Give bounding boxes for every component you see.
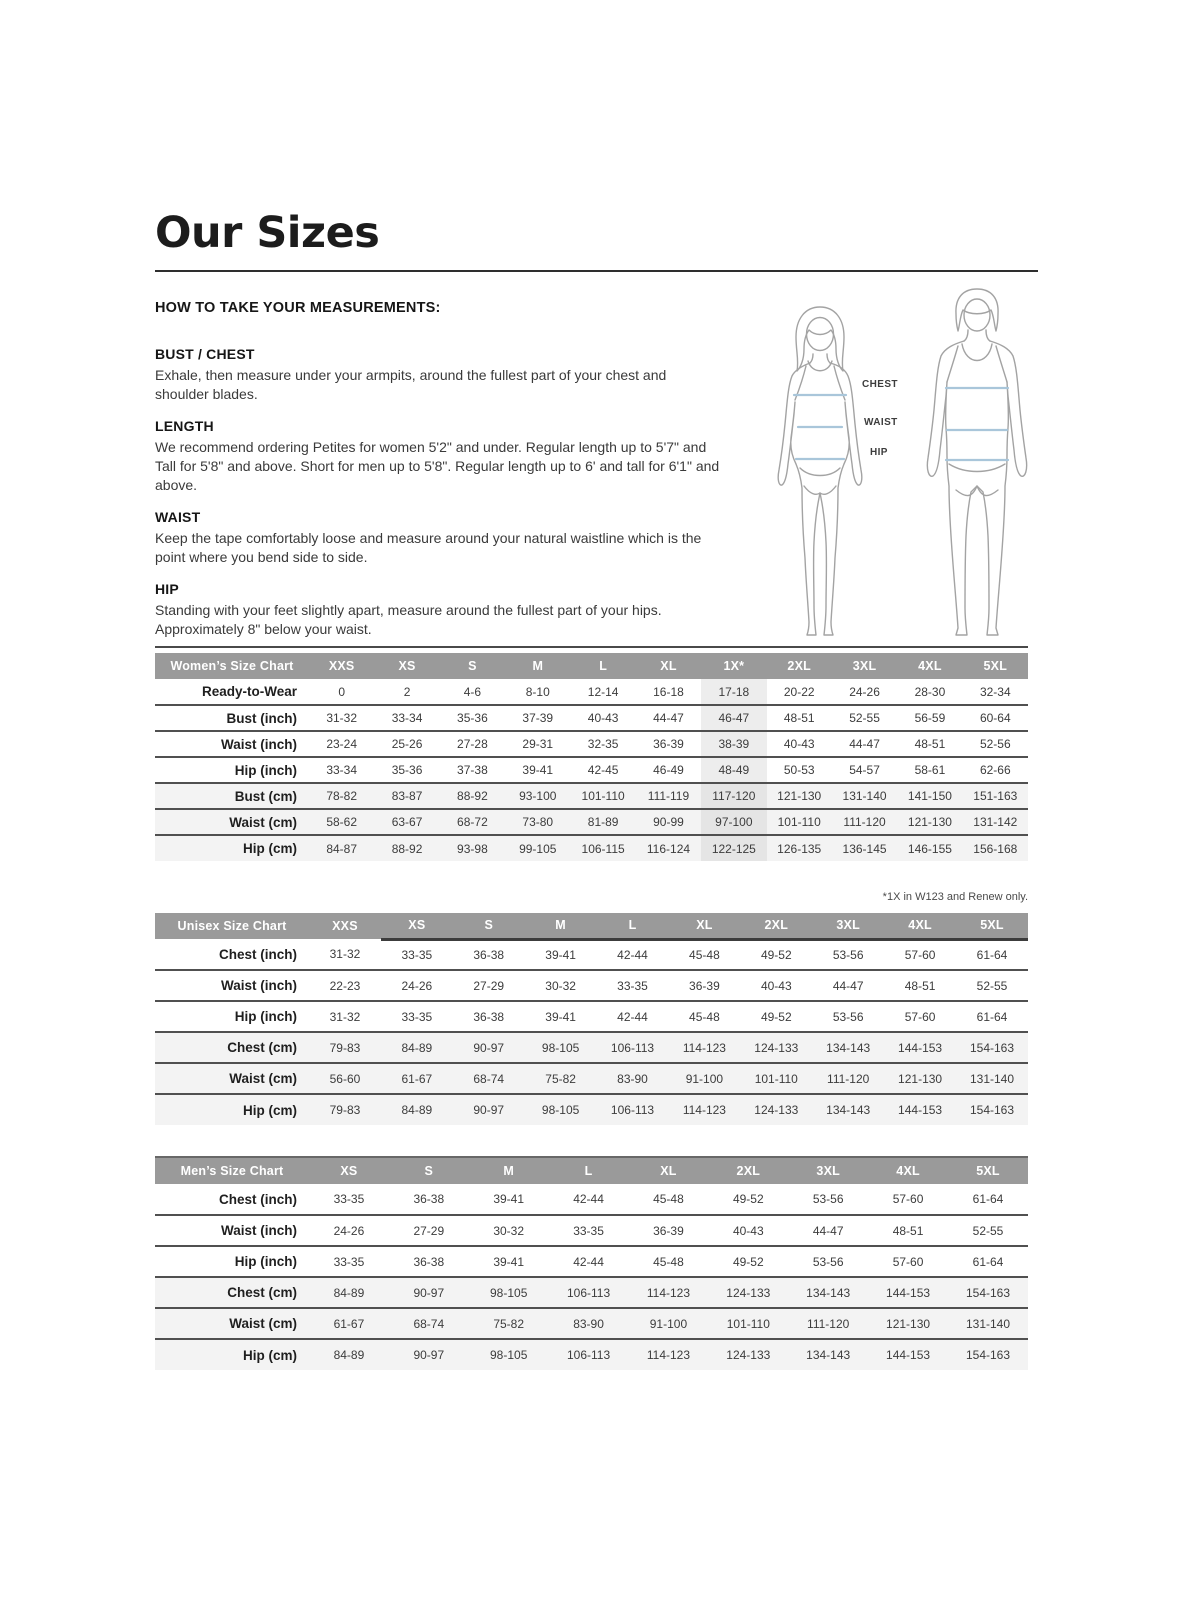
table-row <box>155 705 1028 731</box>
size-cell: 0 <box>338 684 346 699</box>
size-cell: 48-51 <box>904 978 936 993</box>
size-cell: 48-51 <box>914 737 946 751</box>
size-cell: 33-35 <box>333 1254 365 1269</box>
size-cell: 124-133 <box>754 1040 799 1055</box>
size-cell: 32-34 <box>979 684 1011 699</box>
size-cell: 144-153 <box>886 1285 931 1300</box>
size-column-header: S <box>453 913 525 939</box>
size-cell: 27-29 <box>413 1223 445 1238</box>
size-cell: 144-153 <box>898 1040 943 1055</box>
men-size-table <box>155 1158 1028 1370</box>
size-column-header: XS <box>309 1158 389 1184</box>
size-cell: 124-133 <box>726 1285 771 1300</box>
size-cell: 57-60 <box>904 1009 936 1024</box>
size-cell: 35-36 <box>457 711 488 725</box>
size-cell: 33-35 <box>573 1223 604 1238</box>
size-cell: 46-49 <box>653 763 684 777</box>
size-cell: 27-29 <box>473 978 505 993</box>
size-cell: 101-110 <box>777 815 821 829</box>
row-label: Waist (inch) <box>221 978 297 993</box>
size-cell: 49-52 <box>760 947 792 962</box>
size-cell: 91-100 <box>685 1071 724 1086</box>
row-label: Waist (inch) <box>221 736 297 752</box>
table-row <box>155 939 1028 970</box>
size-column-header: 2XL <box>708 1158 788 1184</box>
size-column-header: XL <box>668 913 740 939</box>
size-cell: 90-97 <box>413 1348 445 1362</box>
size-cell: 45-48 <box>653 1192 684 1206</box>
size-cell: 44-47 <box>812 1223 844 1238</box>
section-length <box>155 418 721 495</box>
size-cell: 154-163 <box>969 1103 1015 1117</box>
size-cell: 46-47 <box>701 705 766 731</box>
size-cell: 52-56 <box>979 737 1011 751</box>
table-row <box>155 731 1028 757</box>
size-cell: 156-168 <box>973 841 1018 856</box>
size-cell: 45-48 <box>689 947 720 962</box>
size-cell: 33-35 <box>617 978 648 993</box>
size-cell: 36-39 <box>653 737 684 751</box>
size-cell: 57-60 <box>904 947 936 962</box>
size-column-header: 3XL <box>788 1158 868 1184</box>
table-row <box>155 1246 1028 1277</box>
size-cell: 30-32 <box>545 978 576 993</box>
size-column-header: 4XL <box>897 653 962 679</box>
size-column-header: M <box>469 1158 549 1184</box>
size-cell: 36-38 <box>413 1254 445 1269</box>
size-cell: 106-113 <box>566 1348 611 1362</box>
table-row <box>155 809 1028 835</box>
size-cell: 131-140 <box>969 1071 1015 1086</box>
size-cell: 122-125 <box>701 835 766 861</box>
size-cell: 134-143 <box>826 1103 871 1117</box>
size-column-header: XS <box>374 653 439 679</box>
size-cell: 90-99 <box>653 815 684 829</box>
size-column-header: 5XL <box>963 653 1028 679</box>
size-cell: 56-59 <box>914 711 946 725</box>
size-cell: 23-24 <box>326 737 358 751</box>
size-cell: 84-87 <box>326 841 358 856</box>
size-cell: 75-82 <box>545 1071 576 1086</box>
size-cell: 88-92 <box>391 841 423 856</box>
size-cell: 35-36 <box>391 763 423 777</box>
size-cell: 126-135 <box>777 841 822 856</box>
size-cell: 48-51 <box>892 1223 924 1238</box>
size-cell: 42-44 <box>573 1192 604 1206</box>
section-heading: WAIST <box>155 509 201 525</box>
women-size-table <box>155 653 1028 861</box>
unisex-size-table <box>155 913 1028 1125</box>
table-title: Women’s Size Chart <box>155 653 309 679</box>
size-cell: 42-44 <box>617 1009 648 1024</box>
chest-label: CHEST <box>862 379 898 390</box>
how-to-heading: HOW TO TAKE YOUR MEASUREMENTS: <box>155 300 441 316</box>
size-cell: 44-47 <box>849 737 880 751</box>
size-column-header: S <box>389 1158 469 1184</box>
size-cell: 134-143 <box>806 1285 851 1300</box>
size-column-header: L <box>597 913 669 939</box>
row-label: Bust (inch) <box>226 710 297 726</box>
size-cell: 48-51 <box>783 711 815 725</box>
size-cell: 45-48 <box>653 1254 684 1269</box>
section-body: Exhale, then measure under your armpits, around the fullest part of your chest and shoulder blades. <box>155 367 667 402</box>
size-cell: 117-120 <box>701 783 766 809</box>
row-label: Hip (cm) <box>243 841 297 856</box>
size-cell: 61-64 <box>976 1009 1008 1024</box>
section-bust-chest <box>155 346 721 404</box>
table-row <box>155 783 1028 809</box>
table-row <box>155 1032 1028 1063</box>
size-cell: 154-163 <box>965 1285 1011 1300</box>
size-cell: 39-41 <box>545 1009 576 1024</box>
size-cell: 49-52 <box>760 1009 792 1024</box>
size-cell: 121-130 <box>907 815 952 829</box>
size-cell: 68-74 <box>413 1316 445 1331</box>
size-cell: 106-113 <box>610 1040 655 1055</box>
row-label: Waist (cm) <box>229 1316 297 1331</box>
size-cell: 36-39 <box>689 978 720 993</box>
waist-label: WAIST <box>864 417 898 428</box>
row-label: Waist (cm) <box>229 814 297 830</box>
size-cell: 33-35 <box>401 947 433 962</box>
row-label: Chest (cm) <box>227 1285 297 1300</box>
measurement-instructions <box>155 300 721 653</box>
size-cell: 52-55 <box>972 1223 1004 1238</box>
size-cell: 37-38 <box>457 763 488 777</box>
table-row <box>155 1063 1028 1094</box>
size-cell: 134-143 <box>826 1040 871 1055</box>
size-cell: 141-150 <box>907 789 952 803</box>
row-label: Chest (inch) <box>218 1191 297 1207</box>
size-cell: 90-97 <box>413 1285 445 1300</box>
size-cell: 121-130 <box>777 789 822 803</box>
size-column-header: XL <box>629 1158 709 1184</box>
size-cell: 36-38 <box>413 1192 445 1206</box>
page-title: Our Sizes <box>155 208 380 258</box>
size-cell: 48-49 <box>701 757 766 783</box>
size-cell: 90-97 <box>473 1040 505 1055</box>
size-column-header: S <box>440 653 505 679</box>
section-heading: HIP <box>155 581 179 597</box>
size-column-header: M <box>505 653 570 679</box>
size-cell: 40-43 <box>760 978 792 993</box>
size-cell: 84-89 <box>333 1285 365 1300</box>
size-cell: 27-28 <box>457 737 488 751</box>
size-cell: 111-120 <box>827 1071 870 1086</box>
size-cell: 116-124 <box>646 841 691 856</box>
size-cell: 114-123 <box>682 1040 726 1055</box>
size-cell: 12-14 <box>587 684 619 699</box>
size-cell: 31-32 <box>329 1009 361 1024</box>
woman-figure-illustration <box>758 294 883 639</box>
size-cell: 114-123 <box>646 1285 691 1300</box>
size-cell: 17-18 <box>701 679 766 705</box>
size-column-header: 1X* <box>701 653 766 679</box>
size-column-header: 5XL <box>948 1158 1028 1184</box>
table-row <box>155 1001 1028 1032</box>
row-label: Hip (cm) <box>243 1347 297 1363</box>
size-cell: 111-120 <box>843 815 886 829</box>
size-cell: 84-89 <box>401 1103 433 1117</box>
size-column-header: 4XL <box>884 913 956 939</box>
size-cell: 33-35 <box>333 1192 365 1206</box>
size-cell: 29-31 <box>522 737 554 751</box>
size-column-header: XXS <box>309 913 381 939</box>
size-column-header: 3XL <box>812 913 884 939</box>
row-label: Hip (inch) <box>234 762 297 778</box>
size-cell: 33-35 <box>401 1009 433 1024</box>
size-cell: 36-39 <box>653 1223 684 1238</box>
row-label: Ready-to-Wear <box>201 684 297 699</box>
table-row <box>155 1308 1028 1339</box>
size-cell: 42-45 <box>587 763 619 777</box>
size-cell: 61-64 <box>972 1192 1004 1206</box>
size-cell: 84-89 <box>333 1348 365 1362</box>
size-cell: 40-43 <box>783 737 815 751</box>
size-cell: 30-32 <box>493 1223 525 1238</box>
size-cell: 154-163 <box>965 1348 1011 1362</box>
womens-chart-footnote: *1X in W123 and Renew only. <box>882 891 1028 903</box>
size-column-header: 5XL <box>956 913 1028 939</box>
size-cell: 24-26 <box>401 978 433 993</box>
size-cell: 31-32 <box>326 711 358 725</box>
section-heading: LENGTH <box>155 418 214 434</box>
section-body: We recommend ordering Petites for women 5'2" and under. Regular length up to 5'7" and Tall for 5'8" and above. Short for men up to 5'8". Regular length up to 6' and tall for 6'1" and above. <box>155 439 720 493</box>
row-label: Bust (cm) <box>234 788 297 804</box>
size-cell: 99-105 <box>519 841 557 856</box>
row-label: Hip (inch) <box>234 1254 297 1269</box>
size-column-header: 3XL <box>832 653 897 679</box>
size-cell: 101-110 <box>726 1316 770 1331</box>
size-cell: 79-83 <box>329 1040 361 1055</box>
size-cell: 52-55 <box>976 978 1008 993</box>
size-column-header: XS <box>381 913 453 939</box>
size-cell: 24-26 <box>333 1223 365 1238</box>
size-cell: 98-105 <box>490 1285 528 1300</box>
table-row <box>155 679 1028 705</box>
size-cell: 98-105 <box>490 1348 528 1362</box>
size-cell: 24-26 <box>849 684 880 699</box>
mens-size-chart <box>155 1156 1028 1370</box>
size-cell: 53-56 <box>832 1009 864 1024</box>
size-cell: 40-43 <box>587 711 619 725</box>
size-cell: 39-41 <box>545 947 576 962</box>
size-column-header: XXS <box>309 653 374 679</box>
size-cell: 83-87 <box>391 789 423 803</box>
size-cell: 83-90 <box>617 1071 648 1086</box>
size-cell: 83-90 <box>573 1316 604 1331</box>
size-cell: 58-62 <box>326 815 358 829</box>
size-cell: 68-72 <box>457 815 488 829</box>
size-cell: 50-53 <box>783 763 815 777</box>
table-row <box>155 1215 1028 1246</box>
size-cell: 63-67 <box>391 815 423 829</box>
size-cell: 98-105 <box>541 1040 580 1055</box>
size-cell: 53-56 <box>812 1254 844 1269</box>
size-cell: 79-83 <box>329 1103 361 1117</box>
size-cell: 57-60 <box>892 1254 924 1269</box>
size-cell: 4-6 <box>463 684 482 699</box>
size-cell: 93-100 <box>519 789 557 803</box>
table-row <box>155 1094 1028 1125</box>
size-cell: 136-145 <box>842 841 887 856</box>
size-column-header: XL <box>636 653 701 679</box>
size-column-header: 2XL <box>767 653 832 679</box>
size-cell: 144-153 <box>886 1348 931 1362</box>
size-cell: 61-64 <box>972 1254 1004 1269</box>
size-cell: 124-133 <box>754 1103 799 1117</box>
size-cell: 20-22 <box>783 684 815 699</box>
size-column-header: L <box>570 653 635 679</box>
size-cell: 151-163 <box>973 789 1018 803</box>
size-cell: 45-48 <box>689 1009 720 1024</box>
size-cell: 39-41 <box>493 1192 525 1206</box>
table-row <box>155 1277 1028 1308</box>
man-figure-illustration <box>910 282 1044 638</box>
size-cell: 97-100 <box>701 809 766 835</box>
table-row <box>155 757 1028 783</box>
size-cell: 101-110 <box>754 1071 798 1086</box>
size-cell: 31-32 <box>329 947 361 961</box>
size-cell: 36-38 <box>473 947 505 962</box>
size-cell: 90-97 <box>473 1103 505 1117</box>
size-cell: 73-80 <box>522 815 554 829</box>
size-cell: 144-153 <box>898 1103 943 1117</box>
size-cell: 98-105 <box>541 1103 580 1117</box>
size-cell: 8-10 <box>525 684 550 699</box>
size-cell: 53-56 <box>812 1192 844 1206</box>
size-cell: 28-30 <box>914 684 946 699</box>
size-cell: 131-140 <box>842 789 887 803</box>
size-cell: 56-60 <box>329 1071 361 1086</box>
row-label: Waist (inch) <box>221 1223 297 1238</box>
size-cell: 2 <box>403 684 411 699</box>
size-cell: 114-123 <box>646 1348 691 1362</box>
title-divider <box>155 270 1038 272</box>
size-cell: 53-56 <box>832 947 864 962</box>
size-cell: 25-26 <box>391 737 423 751</box>
size-cell: 42-44 <box>573 1254 604 1269</box>
size-cell: 40-43 <box>732 1223 764 1238</box>
row-label: Hip (cm) <box>243 1102 297 1118</box>
size-cell: 106-113 <box>610 1103 655 1117</box>
section-hip <box>155 581 721 639</box>
measurement-figures <box>752 282 1044 640</box>
size-cell: 61-64 <box>976 947 1008 962</box>
size-cell: 78-82 <box>326 789 358 803</box>
size-cell: 68-74 <box>473 1071 505 1086</box>
size-cell: 57-60 <box>892 1192 924 1206</box>
size-cell: 121-130 <box>898 1071 943 1086</box>
section-waist <box>155 509 721 567</box>
size-cell: 131-140 <box>965 1316 1011 1331</box>
size-cell: 36-38 <box>473 1009 505 1024</box>
section-body: Keep the tape comfortably loose and measure around your natural waistline which is the point where you bend side to side. <box>155 530 702 565</box>
size-cell: 52-55 <box>849 711 880 725</box>
section-body: Standing with your feet slightly apart, measure around the fullest part of your hips. Approximately 8" below your waist. <box>155 602 662 637</box>
row-label: Chest (inch) <box>218 946 297 962</box>
size-cell: 42-44 <box>617 947 648 962</box>
size-column-header: 2XL <box>740 913 812 939</box>
table-row <box>155 1184 1028 1215</box>
size-cell: 75-82 <box>493 1316 525 1331</box>
size-cell: 84-89 <box>401 1040 433 1055</box>
size-cell: 37-39 <box>522 711 554 725</box>
size-cell: 146-155 <box>907 841 952 856</box>
size-cell: 49-52 <box>732 1192 764 1206</box>
table-row <box>155 1339 1028 1370</box>
size-cell: 81-89 <box>587 815 619 829</box>
table-row <box>155 835 1028 861</box>
table-row <box>155 970 1028 1001</box>
row-label: Hip (inch) <box>234 1009 297 1024</box>
size-column-header: 4XL <box>868 1158 948 1184</box>
size-cell: 60-64 <box>979 711 1011 725</box>
size-cell: 61-67 <box>333 1316 365 1331</box>
womens-size-chart <box>155 646 1028 861</box>
hip-label: HIP <box>870 447 888 458</box>
size-cell: 93-98 <box>457 841 488 856</box>
table-title: Unisex Size Chart <box>155 913 309 939</box>
size-cell: 131-142 <box>973 815 1018 829</box>
size-cell: 49-52 <box>732 1254 764 1269</box>
table-title: Men’s Size Chart <box>155 1158 309 1184</box>
size-cell: 44-47 <box>653 711 684 725</box>
size-cell: 88-92 <box>457 789 488 803</box>
size-cell: 32-35 <box>587 737 619 751</box>
size-cell: 154-163 <box>969 1040 1015 1055</box>
size-cell: 54-57 <box>849 763 880 777</box>
size-cell: 114-123 <box>682 1103 726 1117</box>
size-cell: 101-110 <box>581 789 625 803</box>
size-cell: 111-120 <box>807 1316 850 1331</box>
size-cell: 111-119 <box>647 789 690 803</box>
size-cell: 106-113 <box>566 1285 611 1300</box>
section-heading: BUST / CHEST <box>155 346 255 362</box>
size-cell: 134-143 <box>806 1348 851 1362</box>
unisex-size-chart <box>155 913 1028 1125</box>
size-cell: 16-18 <box>653 684 684 699</box>
size-cell: 58-61 <box>914 763 946 777</box>
size-cell: 22-23 <box>329 978 361 993</box>
size-cell: 44-47 <box>832 978 864 993</box>
size-cell: 39-41 <box>493 1254 525 1269</box>
row-label: Waist (cm) <box>229 1071 297 1086</box>
size-cell: 124-133 <box>726 1348 771 1362</box>
size-cell: 91-100 <box>649 1316 688 1331</box>
size-cell: 33-34 <box>326 763 358 777</box>
size-cell: 106-115 <box>581 841 625 856</box>
size-cell: 61-67 <box>401 1071 433 1086</box>
size-cell: 39-41 <box>522 763 554 777</box>
size-cell: 38-39 <box>701 731 766 757</box>
size-cell: 33-34 <box>391 711 423 725</box>
size-cell: 121-130 <box>886 1316 931 1331</box>
row-label: Chest (cm) <box>227 1040 297 1055</box>
size-column-header: L <box>549 1158 629 1184</box>
size-cell: 62-66 <box>979 763 1011 777</box>
size-column-header: M <box>525 913 597 939</box>
